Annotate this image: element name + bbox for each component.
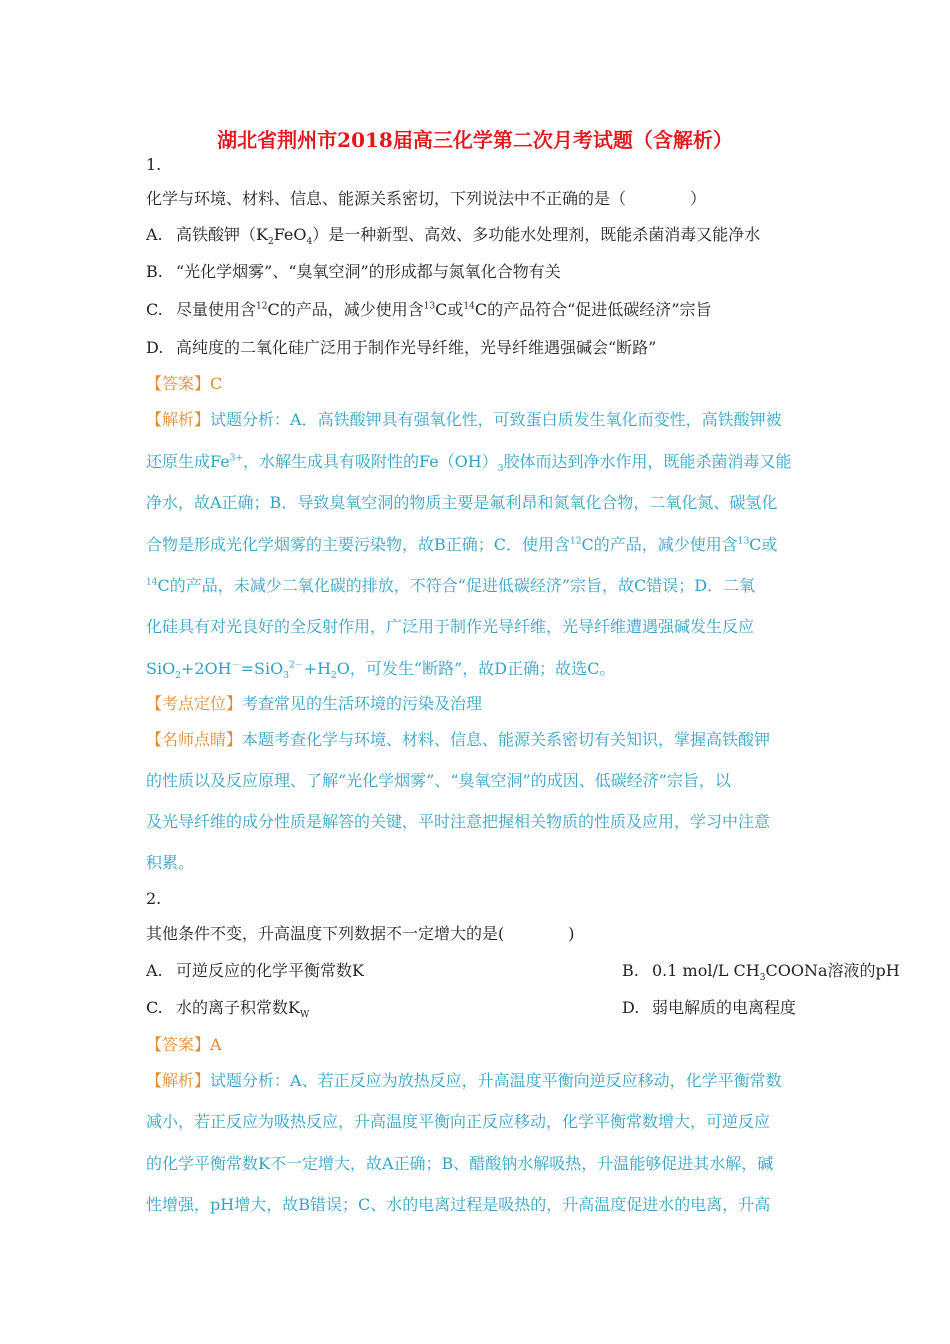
- knowledge-tag: 【考点定位】: [146, 694, 243, 713]
- analysis-tag: 【解析】: [146, 1071, 211, 1090]
- q1-option-c: C. 尽量使用含$^{12}$C的产品，减少使用含$^{13}$C或$^{14}$C的产品符合“促进低碳经济”宗旨: [146, 300, 712, 319]
- answer-tag: 【答案】: [146, 1035, 211, 1054]
- q1-analysis-line: 合物是形成光化学烟雾的主要污染物，故B正确；C．使用含$^{12}$C的产品，减少使用含$^{13}$C或: [146, 535, 778, 554]
- option-letter: A.: [146, 225, 163, 244]
- question-2-number: 2.: [146, 889, 162, 908]
- analysis-tag: 【解析】: [146, 410, 211, 429]
- q2-analysis-line: 的化学平衡常数K不一定增大，故A正确；B、醋酸钠水解吸热，升温能够促进其水解，碱: [146, 1154, 774, 1173]
- question-1-stem: 化学与环境、材料、信息、能源关系密切，下列说法中不正确的是（ ）: [146, 189, 707, 208]
- q1-teacher-note-line: 的性质以及反应原理、了解“光化学烟雾”、“臭氧空洞”的成因、低碳经济”宗旨，以: [146, 771, 731, 790]
- q2-option-d: D. 弱电解质的电离程度: [622, 998, 797, 1017]
- q1-answer: [146, 374, 222, 394]
- q2-option-b: B. 0.1 mol/L $CH_3COONa$溶液的pH: [622, 961, 900, 984]
- option-letter: C.: [146, 300, 163, 319]
- q1-analysis-line: 净水，故A正确；B．导致臭氧空洞的物质主要是氟利昂和氮氧化合物，二氧化氮、碳氢化: [146, 493, 778, 512]
- q1-analysis-line: 【解析】试题分析：A．高铁酸钾具有强氧化性，可致蛋白质发生氧化而变性，高铁酸钾被: [146, 410, 782, 429]
- option-letter: B.: [622, 961, 639, 980]
- q1-teacher-note-line: 及光导纤维的成分性质是解答的关键，平时注意把握相关物质的性质及应用，学习中注意: [146, 812, 771, 831]
- q1-knowledge-point: 【考点定位】考查常见的生活环境的污染及治理: [146, 694, 483, 713]
- answer-value: C: [210, 374, 223, 393]
- teacher-note-tag: 【名师点睛】: [146, 730, 243, 749]
- question-1-number: 1.: [146, 155, 162, 174]
- q2-analysis-line: 【解析】试题分析：A、若正反应为放热反应，升高温度平衡向逆反应移动，化学平衡常数: [146, 1071, 782, 1090]
- option-letter: A.: [146, 961, 163, 980]
- q1-teacher-note: 【名师点睛】本题考查化学与环境、材料、信息、能源关系密切有关知识，掌握高铁酸钾: [146, 730, 771, 749]
- q1-teacher-note-line: 积累。: [146, 853, 195, 872]
- answer-value: A: [210, 1035, 222, 1054]
- q1-analysis-line: 化硅具有对光良好的全反射作用，广泛用于制作光导纤维，光导纤维遭遇强碱发生反应: [146, 617, 755, 636]
- option-letter: D.: [622, 998, 640, 1017]
- q1-analysis-line: 还原生成$Fe^{3+}$，水解生成具有吸附性的$Fe(OH)_3$胶体而达到净水作用，既能杀菌消毒又能: [146, 452, 792, 475]
- q2-option-a: A. 可逆反应的化学平衡常数K: [146, 961, 364, 980]
- q1-option-d: D. 高纯度的二氧化硅广泛用于制作光导纤维，光导纤维遇强碱会“断路”: [146, 338, 657, 357]
- q2-analysis-line: 减小，若正反应为吸热反应，升高温度平衡向正反应移动，化学平衡常数增大，可逆反应: [146, 1112, 771, 1131]
- q1-analysis-equation: $SiO_2+2OH^-=SiO_3^{2-}+H_2O$，可发生“断路”，故D正确；故选C。: [146, 659, 616, 682]
- q2-option-c: C. 水的离子积常数$K_W$: [146, 998, 310, 1021]
- option-letter: C.: [146, 998, 163, 1017]
- document-title: 湖北省荆州市2018届高三化学第二次月考试题（含解析）: [217, 128, 733, 152]
- q2-analysis-line: 性增强，pH增大，故B错误；C、水的电离过程是吸热的，升高温度促进水的电离，升高: [146, 1195, 771, 1214]
- option-letter: B.: [146, 262, 163, 281]
- q1-option-a: A. 高铁酸钾$(K_2FeO_4)$是一种新型、高效、多功能水处理剂，既能杀菌消毒又能净水: [146, 225, 761, 248]
- q2-answer: [146, 1035, 222, 1055]
- question-2-stem: 其他条件不变，升高温度下列数据不一定增大的是( ): [146, 924, 575, 943]
- q1-option-b: B. “光化学烟雾”、“臭氧空洞”的形成都与氮氧化合物有关: [146, 262, 561, 281]
- answer-tag: 【答案】: [146, 374, 211, 393]
- q1-analysis-line: $^{14}$C的产品，未减少二氧化碳的排放，不符合“促进低碳经济”宗旨，故C错误；D．二氧: [146, 576, 756, 595]
- option-letter: D.: [146, 338, 164, 357]
